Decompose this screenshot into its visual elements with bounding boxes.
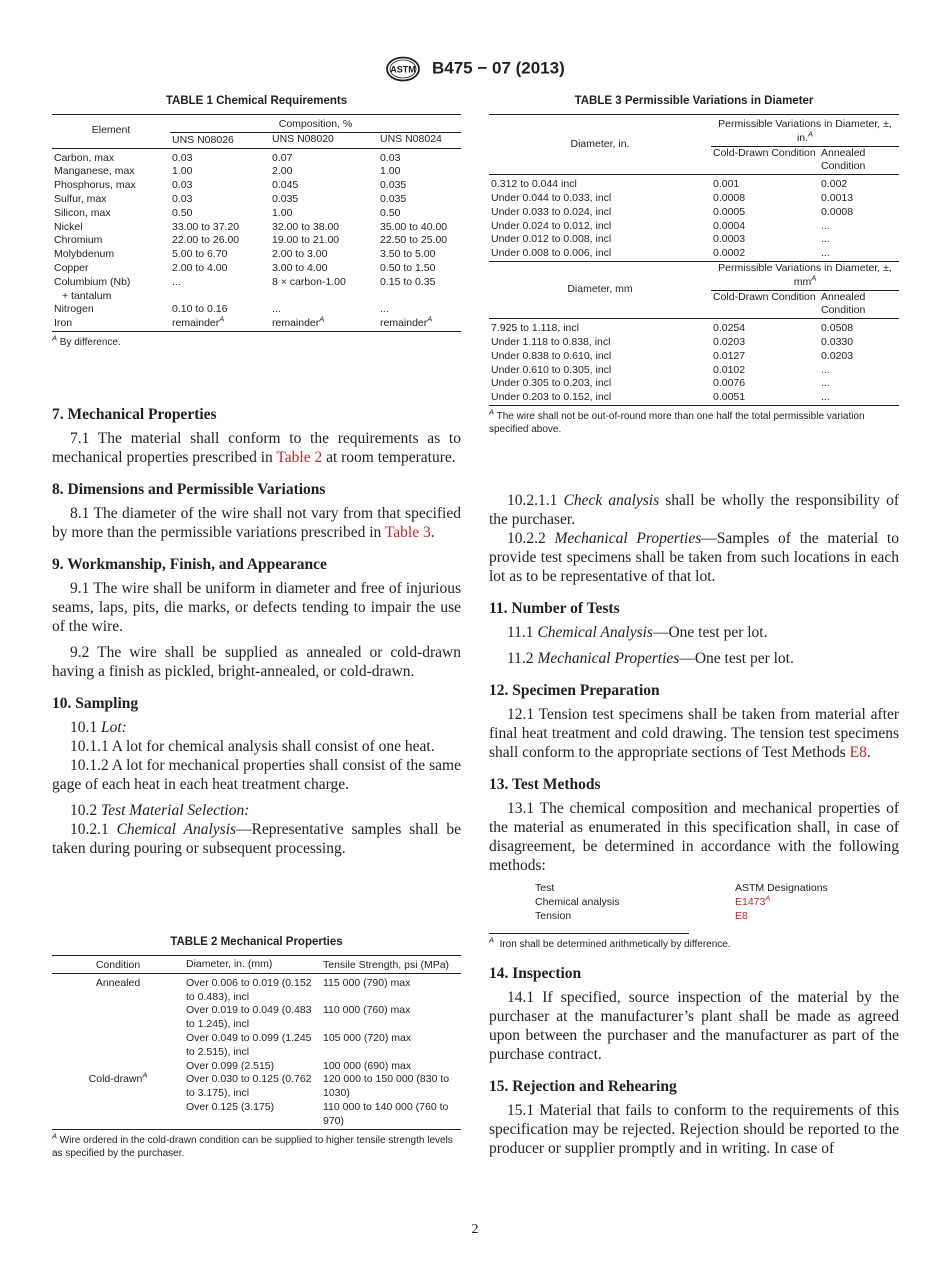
table2-condition-text: Cold-drawn bbox=[88, 1073, 143, 1086]
table3-inch-body bbox=[489, 175, 899, 262]
table1-element-cell: Chromium bbox=[54, 234, 103, 247]
table-3-link[interactable]: Table 3 bbox=[384, 524, 431, 541]
table-row bbox=[489, 364, 899, 378]
table3-block bbox=[489, 95, 899, 436]
table1-value-text: 0.50 bbox=[380, 206, 401, 219]
table1-value-text: remainder bbox=[272, 317, 320, 330]
table2-condition-header: Condition bbox=[95, 959, 141, 971]
astm-logo-text: ASTM bbox=[390, 64, 416, 75]
table1-value-cell: remainder$^A$ bbox=[172, 314, 225, 330]
table2-title: TABLE 2 Mechanical Properties bbox=[170, 936, 343, 948]
table3-footnote: $^A$ The wire shall not be out-of-round more than one half the total permissible variation specified above. bbox=[489, 407, 865, 435]
table1-value-cell bbox=[270, 193, 378, 207]
table1-value-cell bbox=[378, 276, 461, 290]
section-10-2: 10.2 Test Material Selection: bbox=[70, 802, 250, 819]
table-row bbox=[489, 350, 899, 364]
section-7-heading: 7. Mechanical Properties bbox=[52, 406, 217, 423]
table3-diameter-mm-header: Diameter, mm bbox=[489, 261, 711, 318]
table2-tensile-cell: 110 000 (760) max bbox=[323, 1004, 411, 1017]
table2-condition-cell bbox=[52, 973, 184, 1004]
section-10-2-2: 10.2.2 Mechanical Properties—Samples of the material to provide test specimens shall be taken from such locations in each lot as to be representative of that lot. bbox=[489, 530, 899, 585]
table1-value-text: remainder bbox=[172, 317, 220, 330]
table2-condition-cell bbox=[52, 1060, 184, 1074]
table1-value-text: 0.03 bbox=[172, 179, 193, 192]
table3-diameter-cell: Under 0.838 to 0.610, incl bbox=[491, 349, 612, 362]
table1-value-cell bbox=[270, 179, 378, 193]
table1-value-text: 0.50 to 1.50 bbox=[380, 261, 436, 274]
e8-link[interactable]: E8 bbox=[849, 744, 867, 761]
table1-value-cell: remainder$^A$ bbox=[272, 314, 325, 330]
table3-annealed-cell: 0.0203 bbox=[821, 349, 854, 362]
table1-value-text: 5.00 to 6.70 bbox=[172, 248, 228, 261]
table3-annealed-cell: 0.002 bbox=[821, 178, 848, 191]
table1-value-text: 0.03 bbox=[172, 151, 193, 164]
table2 bbox=[52, 955, 461, 1130]
table-row bbox=[489, 206, 899, 220]
page-number: 2 bbox=[471, 1222, 479, 1237]
table3-cold-drawn-cell: 0.0008 bbox=[713, 191, 746, 204]
table-row bbox=[52, 1073, 461, 1101]
table1-element-cell: Nitrogen bbox=[54, 303, 94, 316]
section-14-1: 14.1 If specified, source inspection of the material by the purchaser at the manufacturer’s plant shall be made as agreed upon between the purchaser and the manufacturer as part of the purchase contract. bbox=[489, 989, 899, 1064]
table1-value-text: 0.07 bbox=[272, 151, 293, 164]
table1-value-text: 22.50 to 25.00 bbox=[380, 234, 448, 247]
table3-diameter-cell: Under 0.008 to 0.006, incl bbox=[491, 247, 612, 260]
test-methods-row-1-test: Chemical analysis bbox=[535, 895, 620, 908]
table2-condition-cell bbox=[52, 1101, 184, 1129]
table1-element-cell: Molybdenum bbox=[54, 248, 115, 261]
table1-value-cell bbox=[270, 248, 378, 262]
section-10-heading: 10. Sampling bbox=[52, 695, 139, 712]
table1-value-text: 1.00 bbox=[172, 165, 193, 178]
section-11-heading: 11. Number of Tests bbox=[489, 600, 620, 617]
table1-block bbox=[52, 95, 461, 349]
table1-value-cell bbox=[270, 262, 378, 276]
table3-cold-drawn-cell: 0.001 bbox=[713, 178, 740, 191]
table3-diameter-cell: Under 0.305 to 0.203, incl bbox=[491, 377, 612, 390]
table-row bbox=[52, 221, 461, 235]
table-row bbox=[52, 148, 461, 165]
table1-value-cell bbox=[270, 234, 378, 248]
table2-diameter-cell: Over 0.125 (3.175) bbox=[186, 1100, 275, 1113]
table2-footnote: $^A$ Wire ordered in the cold-drawn condition can be supplied to higher tensile strength levels as specified by the purchaser. bbox=[52, 1131, 453, 1159]
table1-value-text: ... bbox=[172, 275, 181, 288]
section-10-1-2: 10.1.2 A lot for mechanical properties shall consist of the same gage of each heat in each heat treatment charge. bbox=[52, 757, 461, 793]
section-11-1: 11.1 Chemical Analysis—One test per lot. bbox=[507, 624, 768, 641]
table2-condition-text: Annealed bbox=[95, 976, 141, 989]
table3-cold-drawn-cell: 0.0051 bbox=[713, 391, 746, 404]
table1-value-text: 0.50 bbox=[172, 206, 193, 219]
table1-value-cell bbox=[270, 148, 378, 165]
table2-condition-cell: Cold-drawn$^A$ bbox=[88, 1070, 148, 1086]
table1-element-cell: + tantalum bbox=[62, 289, 112, 302]
section-9-1: 9.1 The wire shall be uniform in diameter and free of injurious seams, laps, pits, die marks, or defects tending to impair the use of the wire. bbox=[52, 580, 461, 635]
table-row bbox=[52, 276, 461, 290]
section-12-1: 12.1 Tension test specimens shall be taken from material after final heat treatment and cold drawing. The tension test specimens shall conform to the appropriate sections of Test Methods E8. bbox=[489, 706, 899, 761]
table1-value-text: 2.00 to 4.00 bbox=[172, 261, 228, 274]
table1-value-text: 0.10 to 0.16 bbox=[172, 303, 228, 316]
table3-diameter-cell: Under 0.024 to 0.012, incl bbox=[491, 219, 612, 232]
table1-value-cell bbox=[170, 179, 270, 193]
section-9-heading: 9. Workmanship, Finish, and Appearance bbox=[52, 556, 327, 573]
test-methods-test-header: Test bbox=[535, 882, 555, 894]
table-row bbox=[52, 290, 461, 304]
table3 bbox=[489, 114, 899, 406]
section-10-1-1: 10.1.1 A lot for chemical analysis shall consist of one heat. bbox=[70, 738, 435, 755]
table1-value-text: 35.00 to 40.00 bbox=[380, 220, 448, 233]
table2-condition-cell bbox=[52, 1032, 184, 1060]
table1-value-cell bbox=[378, 303, 461, 317]
test-methods-table bbox=[533, 882, 830, 923]
table1-element-cell: Sulfur, max bbox=[54, 192, 107, 205]
table3-mm-body bbox=[489, 319, 899, 406]
table1-value-text: 0.15 to 0.35 bbox=[380, 275, 436, 288]
table-row bbox=[489, 192, 899, 206]
test-methods-row-2-test: Tension bbox=[535, 909, 572, 922]
table3-cold-drawn-cell: 0.0003 bbox=[713, 233, 746, 246]
table3-diameter-cell: Under 1.118 to 0.838, incl bbox=[491, 335, 611, 348]
section-8-heading: 8. Dimensions and Permissible Variations bbox=[52, 481, 326, 498]
table3-diameter-cell: Under 0.203 to 0.152, incl bbox=[491, 391, 612, 404]
table1-value-text: 3.00 to 4.00 bbox=[272, 261, 328, 274]
table1-title: TABLE 1 Chemical Requirements bbox=[165, 95, 348, 107]
table1-value-cell bbox=[378, 207, 461, 221]
table1-value-cell bbox=[378, 148, 461, 165]
table1-value-text: ... bbox=[272, 303, 281, 316]
table1-value-text: 0.03 bbox=[172, 192, 193, 205]
table-row bbox=[52, 193, 461, 207]
table1-element-cell: Manganese, max bbox=[54, 165, 135, 178]
section-12-heading: 12. Specimen Preparation bbox=[489, 682, 660, 699]
table1-value-cell bbox=[378, 248, 461, 262]
table1-uns-3: UNS N08024 bbox=[380, 132, 442, 145]
table1-value-text: remainder bbox=[380, 317, 428, 330]
section-13-heading: 13. Test Methods bbox=[489, 776, 601, 793]
table1-value-text: 0.035 bbox=[272, 192, 299, 205]
page-header bbox=[0, 56, 950, 82]
table3-cold-drawn-cell: 0.0203 bbox=[713, 335, 746, 348]
table1-value-cell bbox=[270, 207, 378, 221]
section-8-1: 8.1 The diameter of the wire shall not vary from that specified by more than the permissible variations prescribed in Table 3. bbox=[52, 505, 461, 541]
table1-element-cell: Nickel bbox=[54, 220, 83, 233]
table3-diameter-cell: 0.312 to 0.044 incl bbox=[491, 178, 577, 191]
table1-value-cell bbox=[378, 165, 461, 179]
table-row bbox=[489, 233, 899, 247]
table3-cold-drawn-cell: 0.0005 bbox=[713, 205, 746, 218]
table-2-link[interactable]: Table 2 bbox=[276, 449, 323, 466]
table1-value-cell bbox=[270, 165, 378, 179]
table-row bbox=[52, 1101, 461, 1129]
table2-tensile-cell: 120 000 to 150 000 (830 to 1030) bbox=[323, 1073, 450, 1100]
table2-tensile-cell: 100 000 (690) max bbox=[323, 1059, 412, 1072]
table3-diameter-cell: Under 0.012 to 0.008, incl bbox=[491, 233, 612, 246]
table1-value-cell bbox=[378, 221, 461, 235]
table2-tensile-header: Tensile Strength, psi (MPa) bbox=[323, 959, 450, 971]
table3-annealed-cell: ... bbox=[821, 247, 830, 260]
table1-value-text: 0.035 bbox=[380, 179, 407, 192]
table1-value-cell bbox=[170, 165, 270, 179]
section-15-heading: 15. Rejection and Rehearing bbox=[489, 1078, 677, 1096]
section-11-2: 11.2 Mechanical Properties—One test per lot. bbox=[507, 650, 794, 667]
table1-element-cell: Copper bbox=[54, 261, 89, 274]
section-10-2-1-1: 10.2.1.1 Check analysis shall be wholly the responsibility of the purchaser. bbox=[489, 492, 899, 528]
test-methods-row-2-astm[interactable]: E8 bbox=[735, 909, 748, 922]
section-10-2-1: 10.2.1 Chemical Analysis—Representative samples shall be taken during pouring or subsequent processing. bbox=[52, 821, 461, 857]
table1-uns-2: UNS N08020 bbox=[272, 132, 334, 145]
table3-variation-mm-header: Permissible Variations in Diameter, ±, $mm^A$ bbox=[711, 261, 899, 290]
table1-composition-header: Composition, % bbox=[170, 115, 461, 133]
section-15-1: 15.1 Material that fails to conform to the requirements of this specification may be rejected. Rejection should be reported to the producer or supplier promptly and in writing. In case of bbox=[489, 1102, 899, 1158]
table1-element-cell: Silicon, max bbox=[54, 206, 111, 219]
table1-value-cell: remainder$^A$ bbox=[380, 314, 433, 330]
table-row bbox=[489, 319, 899, 336]
table1-value-cell bbox=[170, 262, 270, 276]
table3-cold-drawn-header-mm: Cold-Drawn Condition bbox=[713, 290, 816, 303]
table1-value-cell bbox=[170, 290, 270, 304]
table1-value-cell bbox=[378, 290, 461, 304]
table3-annealed-cell: 0.0008 bbox=[821, 205, 854, 218]
table3-annealed-cell: ... bbox=[821, 219, 830, 232]
table3-annealed-cell: 0.0013 bbox=[821, 191, 854, 204]
table1-uns-1: UNS N08026 bbox=[172, 133, 234, 146]
table3-diameter-cell: Under 0.610 to 0.305, incl bbox=[491, 363, 612, 376]
table2-block bbox=[52, 936, 461, 1160]
table3-diameter-in-header: Diameter, in. bbox=[489, 115, 711, 175]
table1-value-cell bbox=[170, 221, 270, 235]
table-row bbox=[52, 1004, 461, 1032]
table3-annealed-cell: 0.0508 bbox=[821, 322, 854, 335]
table-row bbox=[52, 303, 461, 317]
table1-value-text: 0.03 bbox=[380, 151, 401, 164]
section-9-2: 9.2 The wire shall be supplied as annealed or cold-drawn having a finish as pickled, bright-annealed, or cold-drawn. bbox=[52, 644, 461, 680]
table3-annealed-cell: ... bbox=[821, 391, 830, 404]
table-row bbox=[489, 391, 899, 405]
table1-value-cell bbox=[378, 262, 461, 276]
table-row bbox=[52, 262, 461, 276]
table3-annealed-cell: 0.0330 bbox=[821, 335, 854, 348]
table1-value-text: 2.00 to 3.00 bbox=[272, 248, 328, 261]
table1-value-cell bbox=[170, 207, 270, 221]
table2-diameter-cell: Over 0.006 to 0.019 (0.152 to 0.483), incl bbox=[186, 976, 312, 1003]
table1-value-cell bbox=[170, 193, 270, 207]
table3-variation-in-header: Permissible Variations in Diameter, ±, in.$^A$ bbox=[711, 115, 899, 147]
table2-diameter-cell: Over 0.099 (2.515) bbox=[186, 1059, 275, 1072]
table-row bbox=[489, 220, 899, 234]
table3-cold-drawn-cell: 0.0004 bbox=[713, 219, 746, 232]
table1-value-cell bbox=[170, 248, 270, 262]
table2-body bbox=[52, 973, 461, 1129]
table-row bbox=[52, 1032, 461, 1060]
table1-value-text: 1.00 bbox=[272, 206, 293, 219]
table1-value-cell bbox=[170, 276, 270, 290]
astm-logo-icon bbox=[385, 56, 421, 82]
table1-value-text: 3.50 to 5.00 bbox=[380, 248, 436, 261]
document-designation: B475 − 07 (2013) bbox=[431, 58, 565, 78]
table2-tensile-cell: 115 000 (790) max bbox=[323, 976, 411, 989]
table1-value-text: 19.00 to 21.00 bbox=[272, 234, 340, 247]
table1-element-cell: Carbon, max bbox=[54, 151, 115, 164]
table1-value-text: 1.00 bbox=[380, 165, 401, 178]
table-row bbox=[52, 165, 461, 179]
table1-value-text: ... bbox=[380, 303, 389, 316]
footnote-divider bbox=[489, 933, 689, 934]
table3-annealed-cell: ... bbox=[821, 233, 830, 246]
table1-value-text: 0.045 bbox=[272, 179, 299, 192]
section-10-1: 10.1 Lot: bbox=[70, 719, 127, 736]
table-row bbox=[52, 207, 461, 221]
section-7-1: 7.1 The material shall conform to the requirements as to mechanical properties prescribed in Table 2 at room temperature. bbox=[52, 430, 461, 466]
table1-element-cell: Columbium (Nb) bbox=[54, 275, 131, 288]
table1-value-text: 8 × carbon-1.00 bbox=[272, 275, 346, 288]
table3-cold-drawn-header: Cold-Drawn Condition bbox=[713, 146, 816, 159]
table1-value-cell bbox=[270, 290, 378, 304]
table2-tensile-cell: 110 000 to 140 000 (760 to 970) bbox=[323, 1100, 449, 1127]
test-methods-astm-header: ASTM Designations bbox=[735, 882, 828, 894]
table3-cold-drawn-cell: 0.0127 bbox=[713, 349, 746, 362]
table3-title: TABLE 3 Permissible Variations in Diameter bbox=[574, 95, 814, 107]
table1-body bbox=[52, 148, 461, 331]
section-14-heading: 14. Inspection bbox=[489, 965, 582, 983]
test-methods-footnote: $^A$ Iron shall be determined arithmetically by difference. bbox=[489, 936, 731, 951]
table3-annealed-cell: ... bbox=[821, 377, 830, 390]
table1-value-cell bbox=[170, 234, 270, 248]
table-row bbox=[489, 175, 899, 192]
table-row bbox=[52, 973, 461, 1004]
table-row bbox=[52, 1060, 461, 1074]
table1-value-cell bbox=[378, 234, 461, 248]
table2-diameter-cell: Over 0.019 to 0.049 (0.483 to 1.245), incl bbox=[186, 1004, 312, 1031]
table-row bbox=[489, 336, 899, 350]
test-methods-row-1-astm[interactable]: $E1473^A$ bbox=[735, 893, 771, 908]
table1-value-text: 33.00 to 37.20 bbox=[172, 220, 240, 233]
table3-cold-drawn-cell: 0.0102 bbox=[713, 363, 746, 376]
table3-cold-drawn-cell: 0.0002 bbox=[713, 247, 746, 260]
left-text-column bbox=[52, 405, 461, 858]
table1-value-cell bbox=[378, 193, 461, 207]
table1-value-cell bbox=[170, 148, 270, 165]
table-row bbox=[52, 317, 461, 331]
table3-diameter-cell: Under 0.033 to 0.024, incl bbox=[491, 205, 612, 218]
table1-value-text: 0.035 bbox=[380, 192, 407, 205]
table2-tensile-cell: 105 000 (720) max bbox=[323, 1031, 412, 1044]
table2-diameter-cell: Over 0.049 to 0.099 (1.245 to 2.515), incl bbox=[186, 1031, 312, 1058]
table1-value-cell bbox=[270, 221, 378, 235]
table-row bbox=[489, 247, 899, 261]
table1-value-text: 22.00 to 26.00 bbox=[172, 234, 240, 247]
table-row bbox=[52, 234, 461, 248]
table2-diameter-header: Diameter, in. (mm) bbox=[186, 957, 273, 970]
table3-annealed-cell: ... bbox=[821, 363, 830, 376]
table1 bbox=[52, 114, 461, 332]
table-row bbox=[52, 248, 461, 262]
table1-element-cell: Phosphorus, max bbox=[54, 179, 136, 192]
table1-element-cell: Iron bbox=[54, 317, 73, 330]
table3-cold-drawn-cell: 0.0254 bbox=[713, 322, 746, 335]
table3-annealed-header-mm: Annealed Condition bbox=[821, 290, 866, 317]
table1-footnote: $^A$ By difference. bbox=[52, 333, 121, 348]
table2-condition-cell bbox=[52, 1004, 184, 1032]
table-row bbox=[489, 377, 899, 391]
table1-value-cell bbox=[378, 179, 461, 193]
table-row bbox=[52, 179, 461, 193]
table3-diameter-cell: 7.925 to 1.118, incl bbox=[491, 322, 579, 335]
table2-diameter-cell: Over 0.030 to 0.125 (0.762 to 3.175), incl bbox=[186, 1073, 312, 1100]
right-text-column bbox=[489, 491, 899, 1158]
table1-value-cell bbox=[270, 276, 378, 290]
table1-element-header: Element bbox=[52, 115, 170, 149]
table1-value-text: 2.00 bbox=[272, 165, 293, 178]
table3-annealed-header: Annealed Condition bbox=[821, 146, 866, 173]
section-13-1: 13.1 The chemical composition and mechanical properties of the material as enumerated in this specification shall, in case of disagreement, be determined in accordance with the following methods: bbox=[489, 800, 899, 874]
table3-cold-drawn-cell: 0.0076 bbox=[713, 377, 746, 390]
table3-diameter-cell: Under 0.044 to 0.033, incl bbox=[491, 191, 612, 204]
table1-value-text: 32.00 to 38.00 bbox=[272, 220, 340, 233]
